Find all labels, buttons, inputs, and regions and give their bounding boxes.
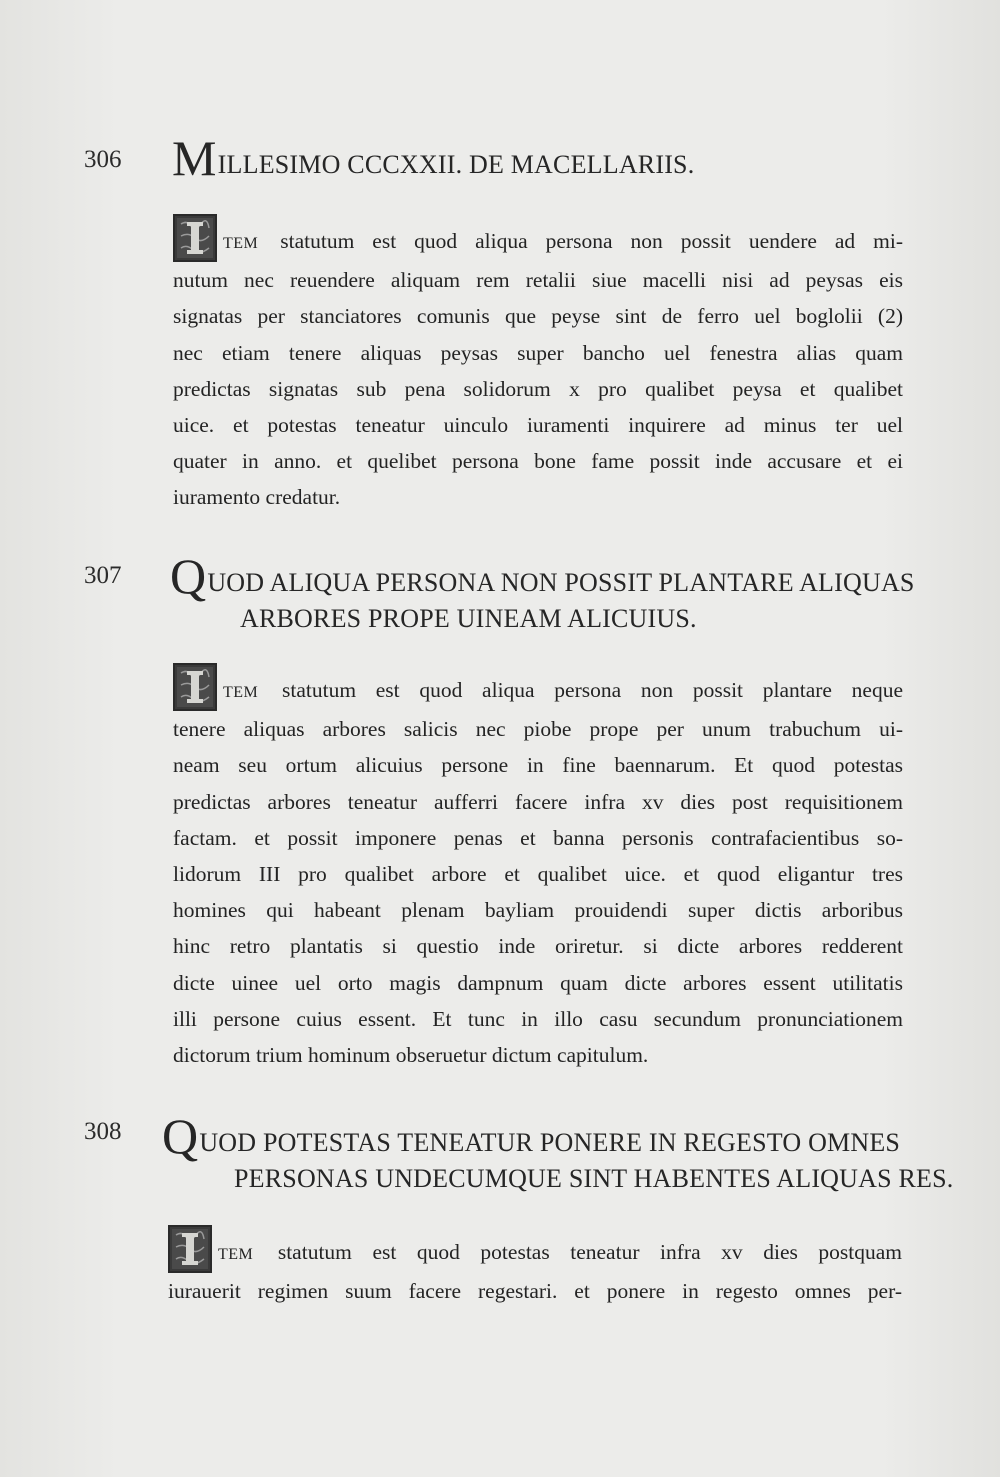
body-line: dictorum trium hominum obseruetur dictum capitulum. [173, 1043, 649, 1068]
heading-line-2: ARBORES PROPE UINEAM ALICUIUS. [240, 604, 697, 633]
line-text: statutum est quod aliqua persona non possit uendere ad mi- [280, 229, 904, 253]
body-line: iuramento credatur. [173, 485, 341, 510]
body-line: dicte uinee uel orto magis dampnum quam dicte arbores essent utilitatis [173, 970, 903, 995]
body-line: nutum nec reuendere aliquam rem retalii siue macelli nisi ad peysas eis [173, 268, 903, 293]
heading-line-2: PERSONAS UNDECUMQUE SINT HABENTES ALIQUAS RES. [234, 1164, 954, 1193]
first-word: TEM [223, 684, 259, 701]
body-line: nec etiam tenere aliquas peysas super bancho uel fenestra alias quam [173, 340, 903, 365]
body-line [173, 214, 903, 262]
body-line [168, 1225, 902, 1273]
ornamental-initial-icon [168, 1225, 212, 1273]
section-heading [162, 1108, 954, 1197]
section-body [173, 214, 903, 516]
heading-line-1: UOD POTESTAS TENEATUR PONERE IN REGESTO OMNES [199, 1128, 901, 1157]
body-line: tenere aliquas arbores salicis nec piobe prope per unum trabuchum ui- [173, 717, 903, 742]
section-number: 308 [84, 1118, 122, 1145]
section-heading [172, 130, 695, 186]
body-line: predictas signatas sub pena solidorum x pro qualibet peysa et qualibet [173, 376, 903, 401]
heading-initial: Q [170, 548, 207, 604]
body-line: neam seu ortum alicuius persone in fine baennarum. Et quod potestas [173, 753, 903, 778]
body-line: illi persone cuius essent. Et tunc in illo casu secundum pronunciationem [173, 1006, 903, 1031]
body-line: factam. et possit imponere penas et banna personis contrafacientibus so- [173, 825, 903, 850]
body-line: quater in anno. et quelibet persona bone fame possit inde accusare et ei [173, 449, 903, 474]
body-line: hinc retro plantatis si questio inde oriretur. si dicte arbores redderent [173, 934, 903, 959]
heading-line-1: UOD ALIQUA PERSONA NON POSSIT PLANTARE ALIQUAS [207, 568, 915, 597]
line-text: statutum est quod aliqua persona non possit plantare neque [282, 678, 903, 702]
section-body [173, 663, 903, 1073]
body-line: lidorum III pro qualibet arbore et qualibet uice. et quod eligantur tres [173, 862, 903, 887]
heading-line-1: ILLESIMO CCCXXII. DE MACELLARIIS. [217, 150, 695, 179]
heading-initial: Q [162, 1108, 199, 1164]
section-heading [170, 548, 915, 637]
line-text: statutum est quod potestas teneatur infra xv dies postquam [277, 1240, 903, 1264]
first-word: TEM [218, 1246, 254, 1263]
section-number: 307 [84, 562, 122, 589]
ornamental-initial-icon [173, 663, 217, 711]
body-line: signatas per stanciatores comunis que peyse sint de ferro uel boglolii (2) [173, 304, 903, 329]
first-word: TEM [223, 235, 259, 252]
body-line: predictas arbores teneatur aufferri facere infra xv dies post requisitionem [173, 789, 903, 814]
body-line [173, 663, 903, 711]
body-line: uice. et potestas teneatur uinculo iuramenti inquirere ad minus ter uel [173, 413, 903, 438]
section-number: 306 [84, 146, 122, 173]
body-line: homines qui habeant plenam bayliam prouidendi super dictis arboribus [173, 898, 903, 923]
ornamental-initial-icon [173, 214, 217, 262]
section-body [168, 1225, 902, 1309]
heading-initial: M [172, 130, 217, 186]
body-line: iurauerit regimen suum facere regestari. et ponere in regesto omnes per- [168, 1279, 902, 1304]
